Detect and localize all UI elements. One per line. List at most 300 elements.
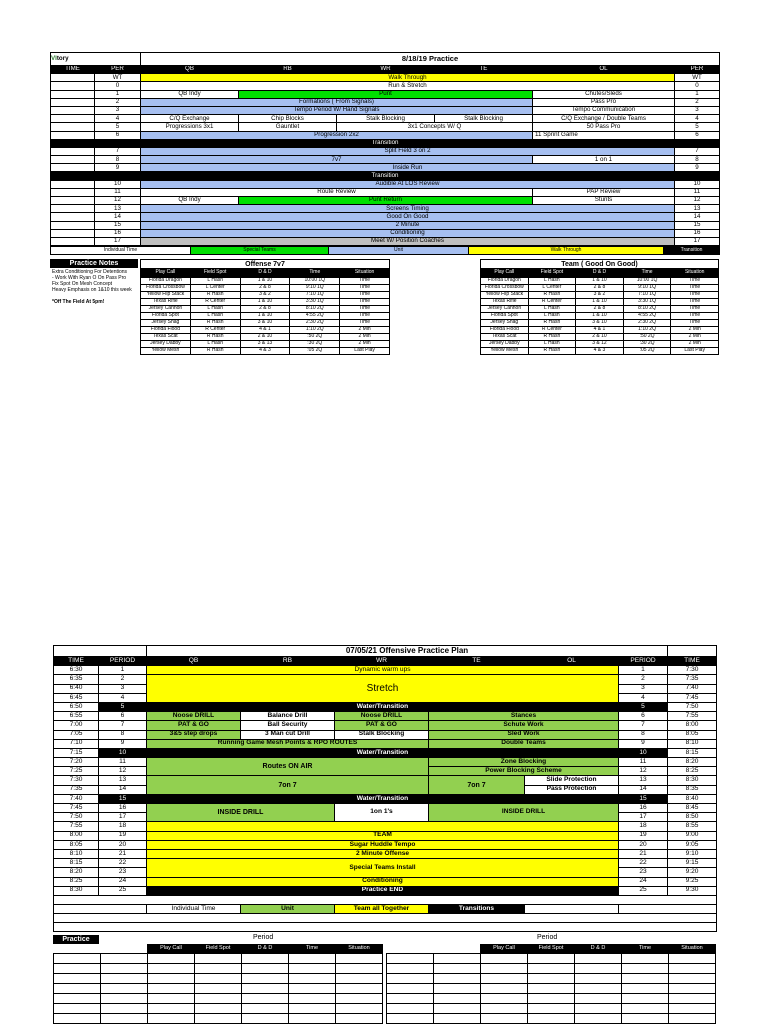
script-cell[interactable] xyxy=(387,954,434,964)
empty-cell xyxy=(51,188,95,196)
schedule-cell: 6 xyxy=(619,712,668,721)
script-row xyxy=(141,277,390,284)
empty-cell xyxy=(387,945,481,954)
script-header: Play Call xyxy=(481,945,528,954)
wr-cell: Stalk Blocking xyxy=(335,730,429,739)
script-cell[interactable] xyxy=(289,974,336,984)
period-cell: 14 xyxy=(95,213,141,221)
script-cell: 8:10 2Q xyxy=(623,305,671,312)
empty-cell xyxy=(51,221,95,229)
script-cell: 3 & 2 xyxy=(576,291,624,298)
script-cell[interactable] xyxy=(242,1004,289,1014)
script-cell[interactable] xyxy=(387,1014,434,1024)
header-te: TE xyxy=(429,657,525,666)
script-cell: 2 Min xyxy=(671,340,719,347)
script-cell: 3 & 2 xyxy=(240,291,290,298)
period-cell: 13 xyxy=(95,205,141,213)
script-cell[interactable] xyxy=(336,984,383,994)
schedule-cell: 8 xyxy=(619,730,668,739)
script-cell[interactable] xyxy=(148,1004,195,1014)
script-cell[interactable] xyxy=(242,954,289,964)
schedule-cell: 1 xyxy=(99,666,147,675)
script-cell[interactable] xyxy=(289,994,336,1004)
header-qb: QB xyxy=(147,657,241,666)
schedule-cell: 14 xyxy=(99,785,147,794)
schedule-cell: 18 xyxy=(99,822,147,831)
period-cell: 0 xyxy=(675,82,720,90)
script-cell[interactable] xyxy=(481,994,528,1004)
script-cell[interactable] xyxy=(101,974,148,984)
schedule-cell: 17 xyxy=(619,813,668,822)
two-minute-row: 2 Minute Offense xyxy=(147,849,619,858)
script-cell[interactable] xyxy=(195,1004,242,1014)
script-cell[interactable] xyxy=(289,984,336,994)
script-cell[interactable] xyxy=(101,994,148,1004)
script-cell[interactable] xyxy=(528,964,575,974)
period-label-left: Period xyxy=(253,934,274,942)
script-cell[interactable] xyxy=(387,1004,434,1014)
script-cell[interactable] xyxy=(195,984,242,994)
script-cell[interactable] xyxy=(575,964,622,974)
schedule-cell: 6:55 xyxy=(54,712,99,721)
script-row xyxy=(141,333,390,340)
empty-cell xyxy=(525,904,619,913)
legend-special-teams: Special Teams xyxy=(191,247,329,255)
script-cell[interactable] xyxy=(195,994,242,1004)
script-cell[interactable] xyxy=(242,984,289,994)
empty-cell xyxy=(54,914,717,923)
script-cell[interactable] xyxy=(148,964,195,974)
schedule-cell: 5 xyxy=(99,702,147,711)
schedule-cell: 8:25 xyxy=(668,767,717,776)
script-row xyxy=(141,319,390,326)
period-cell: WT xyxy=(675,74,720,82)
script-cell[interactable] xyxy=(387,964,434,974)
script-cell[interactable] xyxy=(434,974,481,984)
script-cell[interactable] xyxy=(481,974,528,984)
script-cell: L Hash xyxy=(528,305,576,312)
script-cell[interactable] xyxy=(669,984,716,994)
schedule-cell: 11 xyxy=(99,758,147,767)
script-cell[interactable] xyxy=(481,964,528,974)
schedule-cell: 12 xyxy=(619,767,668,776)
sugar-huddle-row: Sugar Huddle Tempo xyxy=(147,840,619,849)
script-cell[interactable] xyxy=(54,964,101,974)
script-cell[interactable] xyxy=(195,964,242,974)
schedule-cell: 6 xyxy=(99,712,147,721)
wr-cell: PAT & GO xyxy=(335,721,429,730)
practice-sheet-2021 xyxy=(53,645,716,952)
schedule-cell: 8:25 xyxy=(54,877,99,886)
script-cell[interactable] xyxy=(195,974,242,984)
script-cell: 3:30 1Q xyxy=(623,298,671,305)
period-cell: 1 xyxy=(95,90,141,98)
script-cell[interactable] xyxy=(289,1004,336,1014)
header-row xyxy=(54,657,717,666)
header-time: TIME xyxy=(51,66,95,74)
empty-cell xyxy=(51,213,95,221)
schedule-cell: 8:10 xyxy=(54,849,99,858)
period-cell: 4 xyxy=(675,115,720,123)
script-cell[interactable] xyxy=(336,964,383,974)
script-cell[interactable] xyxy=(242,974,289,984)
progression-cell: Progression 2x2 xyxy=(141,131,533,139)
script-cell[interactable] xyxy=(669,954,716,964)
period-cell: 15 xyxy=(675,221,720,229)
script-cell[interactable] xyxy=(575,1004,622,1014)
script-cell: 1 & 10 xyxy=(576,277,624,284)
script-cell[interactable] xyxy=(336,1004,383,1014)
empty-cell xyxy=(54,923,717,932)
header-te: TE xyxy=(435,66,533,74)
script-row xyxy=(141,298,390,305)
script-row xyxy=(141,284,390,291)
script-cell: Texas Rifle xyxy=(141,298,191,305)
script-cell[interactable] xyxy=(669,974,716,984)
script-cell[interactable] xyxy=(434,954,481,964)
script-cell[interactable] xyxy=(101,954,148,964)
script-cell[interactable] xyxy=(289,1014,336,1024)
schedule-cell: 7:35 xyxy=(668,675,717,684)
script-cell[interactable] xyxy=(54,994,101,1004)
script-cell[interactable] xyxy=(148,974,195,984)
script-row xyxy=(141,340,390,347)
script-cell: L Hash xyxy=(528,340,576,347)
script-cell[interactable] xyxy=(481,1014,528,1024)
schedule-cell: 8:00 xyxy=(54,831,99,840)
script-cell[interactable] xyxy=(148,954,195,964)
schedule-cell: 21 xyxy=(99,849,147,858)
schedule-cell: 6:30 xyxy=(54,666,99,675)
script-cell[interactable] xyxy=(101,1014,148,1024)
script-cell: Yellow Mesh xyxy=(481,347,529,354)
header-row xyxy=(51,66,720,74)
schedule-cell: 16 xyxy=(99,804,147,813)
script-cell: :05 2Q xyxy=(623,347,671,354)
script-cell[interactable] xyxy=(434,984,481,994)
schedule-cell: 7:30 xyxy=(668,666,717,675)
script-cell[interactable] xyxy=(387,974,434,984)
ol-cell: Pass Protection xyxy=(525,785,619,794)
script-header: Situation xyxy=(340,269,390,277)
script-row xyxy=(481,277,719,284)
ol-cell: Pass Pro xyxy=(533,98,675,106)
script-cell: 3 & 13 xyxy=(240,340,290,347)
script-row xyxy=(141,291,390,298)
script-cell[interactable] xyxy=(195,1014,242,1024)
script-cell[interactable] xyxy=(575,984,622,994)
script-title: Team ( Good On Good) xyxy=(481,260,719,269)
script-cell: Jersey Cannon xyxy=(481,305,529,312)
schedule-cell: 5 xyxy=(619,702,668,711)
script-header: Time xyxy=(622,945,669,954)
empty-cell xyxy=(51,156,95,164)
schedule-cell: 10 xyxy=(99,748,147,757)
script-cell: R Hash xyxy=(528,319,576,326)
script-cell[interactable] xyxy=(575,1014,622,1024)
script-cell[interactable] xyxy=(669,994,716,1004)
team-row: TEAM xyxy=(147,831,619,840)
script-cell: 2:30 2Q xyxy=(290,319,340,326)
script-header: Time xyxy=(289,945,336,954)
script-cell: 2 Min xyxy=(671,333,719,340)
script-cell[interactable] xyxy=(434,1004,481,1014)
script-cell[interactable] xyxy=(669,1014,716,1024)
water-row: Water/Transition xyxy=(147,794,619,803)
script-cell[interactable] xyxy=(528,984,575,994)
wr-te-cell: 3x1 Concepts W/ Q xyxy=(337,123,533,131)
script-cell[interactable] xyxy=(387,994,434,1004)
ol-cell: 1 on 1 xyxy=(533,156,675,164)
empty-cell xyxy=(51,180,95,188)
schedule-cell: 7:45 xyxy=(668,693,717,702)
script-cell[interactable] xyxy=(148,984,195,994)
schedule-cell: 6:40 xyxy=(54,684,99,693)
script-cell: L Hash xyxy=(190,312,240,319)
period-label-right: Period xyxy=(537,934,558,942)
script-cell: Texas Scat xyxy=(481,333,529,340)
script-cell[interactable] xyxy=(575,974,622,984)
script-cell[interactable] xyxy=(54,1014,101,1024)
script-cell[interactable] xyxy=(54,984,101,994)
schedule-cell: 7:40 xyxy=(54,794,99,803)
script-cell[interactable] xyxy=(434,1014,481,1024)
script-cell: 1 & 10 xyxy=(576,312,624,319)
schedule-cell: 14 xyxy=(619,785,668,794)
transition-row: Transition xyxy=(51,139,720,147)
script-cell[interactable] xyxy=(195,954,242,964)
script-row xyxy=(481,305,719,312)
schedule-cell: 8:15 xyxy=(54,859,99,868)
script-cell: R Center xyxy=(528,326,576,333)
script-cell[interactable] xyxy=(101,964,148,974)
schedule-cell: 8:50 xyxy=(668,813,717,822)
header-time: TIME xyxy=(54,657,99,666)
te-cell: Stalk Blocking xyxy=(435,115,533,123)
rb-cell: 3 Man cut Drill xyxy=(241,730,335,739)
script-cell[interactable] xyxy=(669,1004,716,1014)
schedule-cell: 8:30 xyxy=(668,776,717,785)
walk-through-row: Walk Through xyxy=(141,74,675,82)
period-cell: 12 xyxy=(95,197,141,205)
schedule-cell: 9 xyxy=(619,739,668,748)
empty-cell xyxy=(51,74,95,82)
script-cell[interactable] xyxy=(387,984,434,994)
script-cell[interactable] xyxy=(434,964,481,974)
script-cell[interactable] xyxy=(148,1014,195,1024)
script-cell: Time xyxy=(340,277,390,284)
script-cell[interactable] xyxy=(528,1004,575,1014)
script-cell: Time xyxy=(340,291,390,298)
script-cell: Florida Crossbow xyxy=(141,284,191,291)
script-cell[interactable] xyxy=(622,954,669,964)
script-cell[interactable] xyxy=(528,1014,575,1024)
schedule-cell: 9 xyxy=(99,739,147,748)
script-cell[interactable] xyxy=(289,954,336,964)
te-ol-cell: Double Teams xyxy=(429,739,619,748)
script-cell: 3 & 10 xyxy=(576,319,624,326)
script-table-left xyxy=(140,259,390,354)
empty-cell xyxy=(51,147,95,155)
schedule-cell: 7:35 xyxy=(54,785,99,794)
audible-row: Audible At LOS Review xyxy=(141,180,675,188)
script-cell[interactable] xyxy=(54,954,101,964)
script-cell: :30 2Q xyxy=(623,340,671,347)
script-cell[interactable] xyxy=(622,1004,669,1014)
script-area xyxy=(50,259,719,353)
script-cell[interactable] xyxy=(575,954,622,964)
script-cell: Time xyxy=(340,284,390,291)
header-time-right: TIME xyxy=(668,657,717,666)
schedule-cell: 7:45 xyxy=(54,804,99,813)
script-cell: Florida Flood xyxy=(141,326,191,333)
period-cell: 7 xyxy=(95,147,141,155)
schedule-cell: 8:20 xyxy=(54,868,99,877)
schedule-cell: 22 xyxy=(619,859,668,868)
script-cell[interactable] xyxy=(528,974,575,984)
script-cell[interactable] xyxy=(101,984,148,994)
transition-row: Transition xyxy=(51,172,720,180)
schedule-cell: 8:10 xyxy=(668,739,717,748)
period-cell: 6 xyxy=(675,131,720,139)
script-cell[interactable] xyxy=(622,994,669,1004)
script-cell[interactable] xyxy=(434,994,481,1004)
script-cell: L Hash xyxy=(190,277,240,284)
period-cell: 4 xyxy=(95,115,141,123)
script-cell: Florida Dragon xyxy=(481,277,529,284)
legend-individual: Individual Time xyxy=(147,904,241,913)
script-cell: Time xyxy=(671,291,719,298)
period-cell: 16 xyxy=(675,229,720,237)
period-cell: 10 xyxy=(675,180,720,188)
script-cell: R Hash xyxy=(190,333,240,340)
period-cell: 9 xyxy=(95,164,141,172)
period-cell: 16 xyxy=(95,229,141,237)
schedule-cell: 7:00 xyxy=(54,721,99,730)
header-ol: OL xyxy=(525,657,619,666)
script-cell[interactable] xyxy=(622,984,669,994)
script-cell[interactable] xyxy=(481,984,528,994)
schedule-cell: 6:45 xyxy=(54,693,99,702)
script-cell[interactable] xyxy=(622,974,669,984)
script-cell[interactable] xyxy=(622,1014,669,1024)
script-cell: 4 & 1 xyxy=(576,326,624,333)
header-wr: WR xyxy=(335,657,429,666)
script-cell[interactable] xyxy=(336,974,383,984)
script-cell[interactable] xyxy=(481,954,528,964)
schedule-cell: 24 xyxy=(619,877,668,886)
empty-cell xyxy=(668,646,717,657)
script-cell: 2 Min xyxy=(340,326,390,333)
script-cell: R Center xyxy=(190,326,240,333)
script-cell[interactable] xyxy=(336,1014,383,1024)
schedule-cell: 10 xyxy=(619,748,668,757)
period-cell: 0 xyxy=(95,82,141,90)
script-cell: Time xyxy=(671,305,719,312)
legend-transitions: Transitions xyxy=(429,904,525,913)
script-cell: 4:55 2Q xyxy=(290,312,340,319)
te-ol-cell: Power Blocking Scheme xyxy=(429,767,619,776)
rb-cell: Balance Drill xyxy=(241,712,335,721)
header-per-right: PER xyxy=(675,66,720,74)
script-cell[interactable] xyxy=(101,1004,148,1014)
conditioning-row: Conditioning xyxy=(141,229,675,237)
schedule-cell: 7 xyxy=(99,721,147,730)
script-cell[interactable] xyxy=(148,994,195,1004)
script-cell: 3:30 1Q xyxy=(290,298,340,305)
script-cell[interactable] xyxy=(54,974,101,984)
script-cell: Time xyxy=(340,305,390,312)
note-item: - Work With Ryan O On Pass Pro xyxy=(52,275,127,282)
script-cell[interactable] xyxy=(669,964,716,974)
script-cell[interactable] xyxy=(528,994,575,1004)
special-teams-row: Special Teams Install xyxy=(147,859,619,877)
schedule-cell: 8:05 xyxy=(668,730,717,739)
script-cell[interactable] xyxy=(336,994,383,1004)
note-item: Extra Conditioning For Detentions xyxy=(52,269,128,276)
schedule-cell: 6:35 xyxy=(54,675,99,684)
schedule-cell: 2 xyxy=(619,675,668,684)
script-cell[interactable] xyxy=(622,964,669,974)
script-cell[interactable] xyxy=(289,964,336,974)
inside-drill-cell-right: INSIDE DRILL xyxy=(429,804,619,822)
script-cell: 2 Min xyxy=(340,340,390,347)
period-cell: 8 xyxy=(675,156,720,164)
script-cell[interactable] xyxy=(242,1014,289,1024)
legend-team: Team all Together xyxy=(335,904,429,913)
schedule-cell: 13 xyxy=(99,776,147,785)
practice-sheet-2019 xyxy=(50,52,719,353)
script-cell: R Center xyxy=(190,298,240,305)
script-cell: :30 2Q xyxy=(290,340,340,347)
script-cell: Florida Spot xyxy=(141,312,191,319)
script-cell[interactable] xyxy=(575,994,622,1004)
script-cell[interactable] xyxy=(242,994,289,1004)
legend-unit: Unit xyxy=(241,904,335,913)
schedule-cell: 25 xyxy=(99,886,147,895)
script-cell: Florida Spot xyxy=(481,312,529,319)
script-cell[interactable] xyxy=(336,954,383,964)
script-cell: Jersey Cannon xyxy=(141,305,191,312)
schedule-cell: 15 xyxy=(619,794,668,803)
script-cell: 1 & 10 xyxy=(240,298,290,305)
script-cell: Jersey Snag xyxy=(481,319,529,326)
schedule-cell: 7:05 xyxy=(54,730,99,739)
qb-cell: Noose DRILL xyxy=(147,712,241,721)
script-table-right xyxy=(386,944,716,1024)
header-wr: WR xyxy=(337,66,435,74)
script-cell: 2 & 8 xyxy=(576,284,624,291)
page-title: 8/18/19 Practice xyxy=(141,53,720,66)
qb-cell: C/Q Exchange xyxy=(141,115,239,123)
script-cell[interactable] xyxy=(528,954,575,964)
qb-cell: QB Indy xyxy=(141,197,239,205)
schedule-cell: 23 xyxy=(619,868,668,877)
practice-end-row: Practice END xyxy=(147,886,619,895)
script-cell[interactable] xyxy=(481,1004,528,1014)
split-field-row: Split Field 3 on 2 xyxy=(141,147,675,155)
script-header: Play Call xyxy=(148,945,195,954)
script-cell[interactable] xyxy=(242,964,289,974)
script-cell[interactable] xyxy=(54,1004,101,1014)
schedule-table xyxy=(50,52,720,246)
script-cell: Time xyxy=(340,312,390,319)
script-row xyxy=(481,312,719,319)
rb-cell: Ball Security xyxy=(241,721,335,730)
script-cell: 7:10 1Q xyxy=(623,291,671,298)
empty-cell xyxy=(619,904,717,913)
schedule-cell: 13 xyxy=(619,776,668,785)
